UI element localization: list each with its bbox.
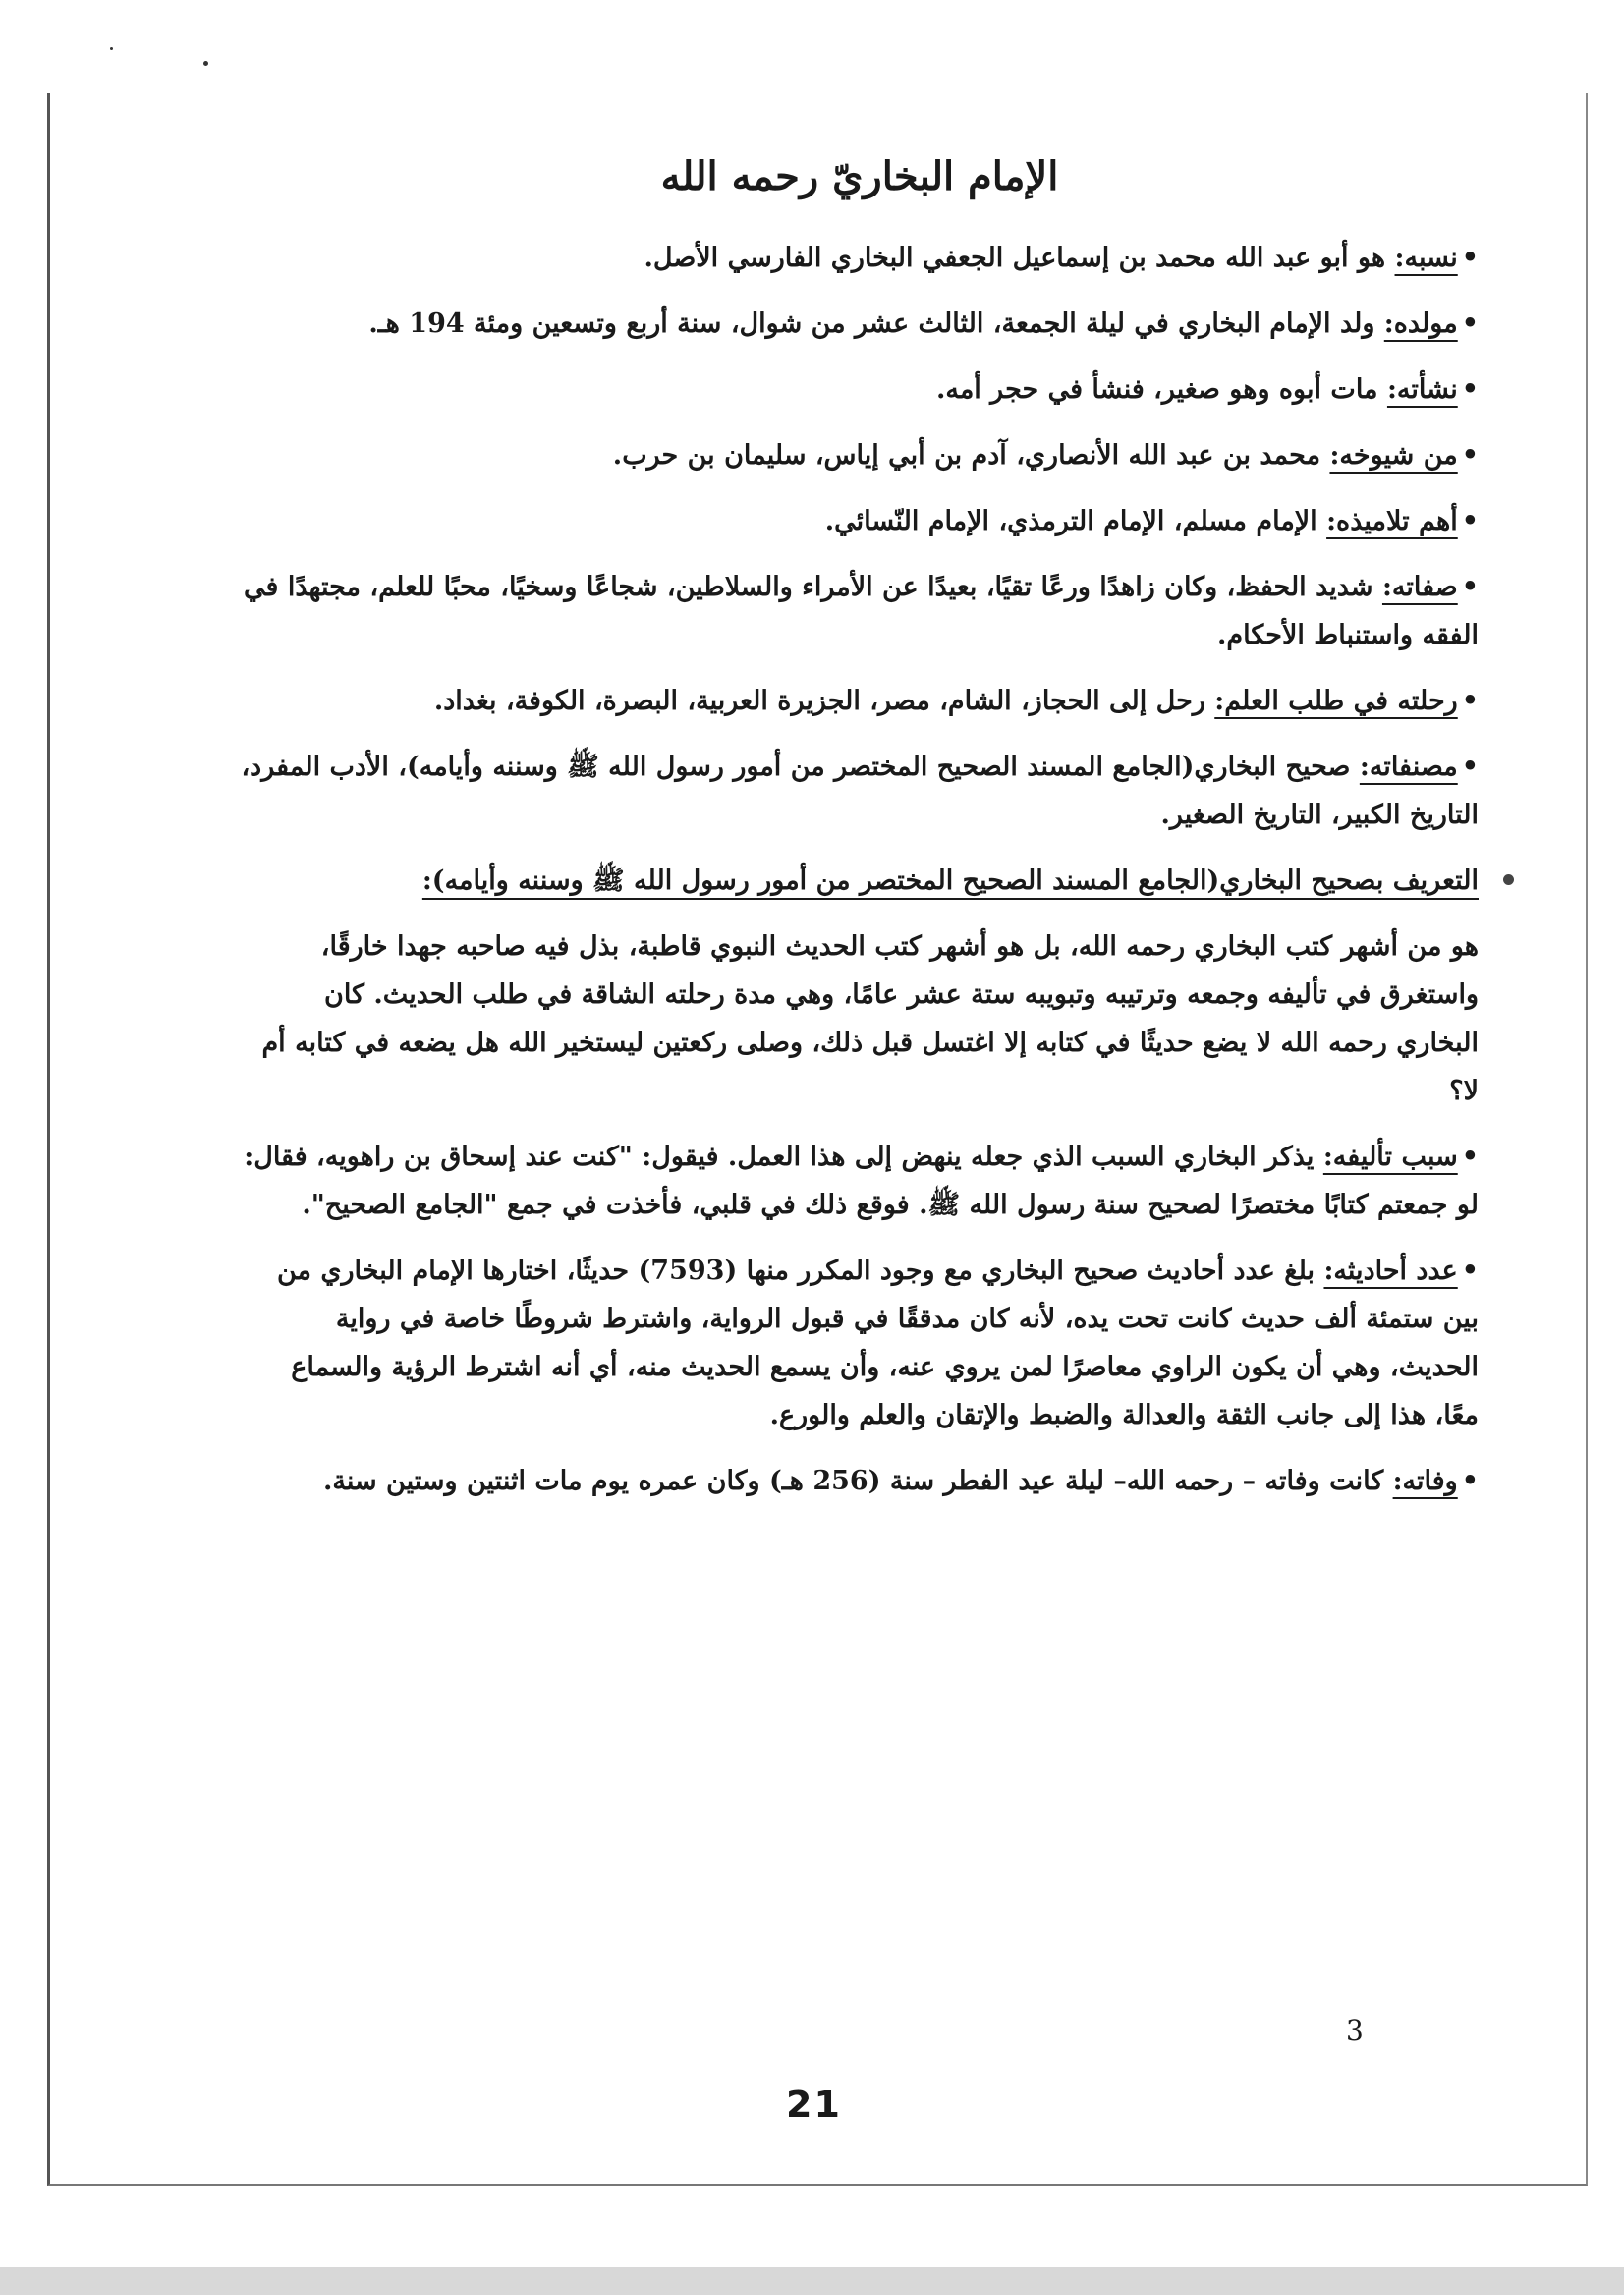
section-reason: •سبب تأليفه: يذكر البخاري السبب الذي جعله ينهض إلى هذا العمل. فيقول: "كنت عند إسحاق بن راهويه، فقال: لو جمعتم كتابًا مختصرًا لصحيح سنة رسول الله ﷺ. فوقع ذلك في قلبي، فأخذت في جمع "الجامع الصحيح". <box>244 1142 1479 1220</box>
document-body <box>241 147 1479 1523</box>
section-text: يذكر البخاري السبب الذي جعله ينهض إلى هذا العمل. فيقول: "كنت عند إسحاق بن راهويه، فقال: لو جمعتم كتابًا مختصرًا لصحيح سنة رسول الله ﷺ. فوقع ذلك في قلبي، فأخذت في جمع "الجامع الصحيح". <box>244 1142 1479 1220</box>
definition-text: هو من أشهر كتب البخاري رحمه الله، بل هو أشهر كتب الحديث النبوي قاطبة، بذل فيه صاحبه جهدا خارقًا، واستغرق في تأليفه وجمعه وترتيبه وتبويبه ستة عشر عامًا، وهي مدة رحلته الشاقة في طلب الحديث. كان البخاري رحمه الله لا يضع حديثًا في كتابه إلا اغتسل قبل ذلك، وصلى ركعتين ليستخير الله هل يضعه في كتابه أم لا؟ <box>261 931 1479 1106</box>
section-label: من شيوخه: <box>1329 440 1458 471</box>
section-teachers: •من شيوخه: محمد بن عبد الله الأنصاري، آدم بن أبي إياس، سليمان بن حرب. <box>612 440 1479 471</box>
section-death: •وفاته: كانت وفاته – رحمه الله– ليلة عيد الفطر سنة (256 هـ) وكان عمره يوم مات اثنتين وستين سنة. <box>323 1466 1479 1496</box>
section-works: •مصنفاته: صحيح البخاري(الجامع المسند الصحيح المختصر من أمور رسول الله ﷺ وسننه وأيامه)، الأدب المفرد، التاريخ الكبير، التاريخ الصغير. <box>241 752 1479 830</box>
section-text: ولد الإمام البخاري في ليلة الجمعة، الثالث عشر من شوال، سنة أربع وتسعين ومئة 194 هـ. <box>368 308 1384 339</box>
section-lineage: •نسبه: هو أبو عبد الله محمد بن إسماعيل الجعفي البخاري الفارسي الأصل. <box>644 243 1479 273</box>
section-label: نسبه: <box>1394 243 1458 273</box>
definition-heading: التعريف بصحيح البخاري(الجامع المسند الصحيح المختصر من أمور رسول الله ﷺ وسننه وأيامه): <box>241 857 1479 905</box>
section-label: أهم تلاميذه: <box>1326 506 1458 536</box>
scan-speck <box>110 47 113 50</box>
bullet-dot <box>1503 874 1514 885</box>
section-travels: •رحلته في طلب العلم: رحل إلى الحجاز، الشام، مصر، الجزيرة العربية، البصرة، الكوفة، بغداد. <box>433 686 1479 716</box>
scan-speck <box>203 61 208 66</box>
section-text: رحل إلى الحجاز، الشام، مصر، الجزيرة العربية، البصرة، الكوفة، بغداد. <box>433 686 1215 716</box>
page-number: 3 <box>1346 2014 1364 2046</box>
section-label: عدد أحاديثه: <box>1323 1256 1458 1286</box>
page-title: الإمام البخاريّ رحمه الله <box>660 153 1059 199</box>
section-text: بلغ عدد أحاديث صحيح البخاري مع وجود المكرر منها (7593) حديثًا، اختارها الإمام البخاري من بين ستمئة ألف حديث كانت تحت يده، لأنه كان مدققًا في قبول الرواية، واشترط شروطًا خاصة في رواية الحديث، وهي أن يكون الراوي معاصرًا لمن يروي عنه، وأن يسمع الحديث منه، أي أنه اشترط الرؤية والسماع معًا، هذا إلى جانب الثقة والعدالة والضبط والإتقان والعلم والورع. <box>276 1256 1479 1430</box>
section-text: محمد بن عبد الله الأنصاري، آدم بن أبي إياس، سليمان بن حرب. <box>612 440 1330 471</box>
section-hadith-count: •عدد أحاديثه: بلغ عدد أحاديث صحيح البخاري مع وجود المكرر منها (7593) حديثًا، اختارها الإمام البخاري من بين ستمئة ألف حديث كانت تحت يده، لأنه كان مدققًا في قبول الرواية، واشترط شروطًا خاصة في رواية الحديث، وهي أن يكون الراوي معاصرًا لمن يروي عنه، وأن يسمع الحديث منه، أي أنه اشترط الرؤية والسماع معًا، هذا إلى جانب الثقة والعدالة والضبط والإتقان والعلم والورع. <box>276 1256 1479 1430</box>
section-label: مولده: <box>1383 308 1458 339</box>
section-upbringing: •نشأته: مات أبوه وهو صغير، فنشأ في حجر أمه. <box>935 374 1479 405</box>
folio-number: 21 <box>786 2083 842 2126</box>
section-traits: •صفاته: شديد الحفظ، وكان زاهدًا ورعًا تقيًا، بعيدًا عن الأمراء والسلاطين، شجاعًا وسخيًا، محبًا للعلم، مجتهدًا في الفقه واستنباط الأحكام. <box>244 572 1479 650</box>
scan-bottom-edge <box>0 2267 1624 2295</box>
section-text: شديد الحفظ، وكان زاهدًا ورعًا تقيًا، بعيدًا عن الأمراء والسلاطين، شجاعًا وسخيًا، محبًا للعلم، مجتهدًا في الفقه واستنباط الأحكام. <box>244 572 1479 650</box>
section-label: مصنفاته: <box>1359 752 1458 782</box>
section-students: •أهم تلاميذه: الإمام مسلم، الإمام الترمذي، الإمام النّسائي. <box>824 506 1479 536</box>
section-text: مات أبوه وهو صغير، فنشأ في حجر أمه. <box>935 374 1387 405</box>
section-label: صفاته: <box>1381 572 1458 602</box>
section-label: سبب تأليفه: <box>1322 1142 1458 1172</box>
section-label: رحلته في طلب العلم: <box>1214 686 1458 716</box>
section-label: وفاته: <box>1392 1466 1458 1496</box>
section-birth: •مولده: ولد الإمام البخاري في ليلة الجمعة، الثالث عشر من شوال، سنة أربع وتسعين ومئة 194 هـ. <box>368 308 1479 339</box>
section-text: هو أبو عبد الله محمد بن إسماعيل الجعفي البخاري الفارسي الأصل. <box>644 243 1395 273</box>
section-text: صحيح البخاري(الجامع المسند الصحيح المختصر من أمور رسول الله ﷺ وسننه وأيامه)، الأدب المفرد، التاريخ الكبير، التاريخ الصغير. <box>241 752 1479 830</box>
section-label: نشأته: <box>1386 374 1458 405</box>
section-text: كانت وفاته – رحمه الله– ليلة عيد الفطر سنة (256 هـ) وكان عمره يوم مات اثنتين وستين سنة. <box>323 1466 1393 1496</box>
section-text: الإمام مسلم، الإمام الترمذي، الإمام النّسائي. <box>824 506 1327 536</box>
